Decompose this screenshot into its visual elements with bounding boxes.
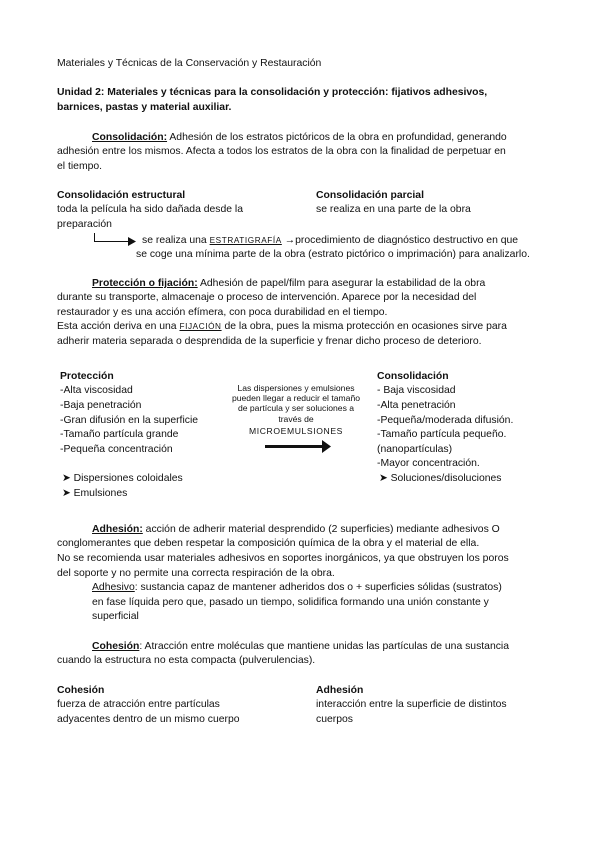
proteccion-text: Adhesión de papel/film para asegurar la estabilidad de la obra [197,278,486,289]
final-cohesion-line2: adyacentes dentro de un mismo cuerpo [57,714,240,725]
estratigrafia-line2: se coge una mínima parte de la obra (estrato pictórico o imprimación) para analizarlo. [136,249,530,260]
estratigrafia-term: ESTRATIGRAFÍA [209,236,282,245]
comparison-left-item-2: -Baja penetración [60,400,142,411]
final-adhesion-title: Adhesión [316,685,364,696]
comparison-right-item-5: (nanopartículas) [377,444,453,455]
proteccion-term: Protección o fijación: [92,278,198,289]
middle-note-line-3: de partícula y ser soluciones a [237,403,355,414]
cohesion-paragraph-line2: cuando la estructura no esta compacta (pulverulencias). [57,655,316,666]
comparison-left-item-5: -Pequeña concentración [60,444,173,455]
adhesivo-term: Adhesivo [92,582,135,593]
estructural-title: Consolidación estructural [57,190,186,201]
adhesion-paragraph-line1 [92,523,500,538]
parcial-title: Consolidación parcial [316,190,424,201]
proteccion-paragraph-line4 [57,320,507,335]
consolidacion-text: Adhesión de los estratos pictóricos de la obra en profundidad, generando [167,132,507,143]
microemulsiones-term: MICROEMULSIONES [249,426,343,436]
adhesivo-text: : sustancia capaz de mantener adheridos dos o + superficies sólidas (sustratos) [134,582,502,593]
estructural-line2: preparación [57,219,112,230]
comparison-right-item-3: -Pequeña/moderada difusión. [377,415,514,426]
unit-title-line2: barnices, pastas y material auxiliar. [57,102,232,113]
final-cohesion-line1: fuerza de atracción entre partículas [57,699,220,710]
comparison-left-title: Protección [60,371,114,382]
comparison-right-item-4: -Tamaño partícula pequeño. [377,429,507,440]
arrow-head-icon [128,237,136,246]
consolidacion-term: Consolidación: [92,132,168,143]
comparison-arrow-shaft [265,445,325,448]
adhesion-text: acción de adherir material desprendido (2 superficies) mediante adhesivos O [142,524,500,535]
estructural-line1: toda la película ha sido dañada desde la [57,204,244,215]
bent-arrow-horizontal [94,241,130,242]
estratigrafia-pre: se realiza una [142,235,210,246]
parcial-line1: se realiza en una parte de la obra [316,204,471,215]
middle-note-line-4: través de [278,413,314,424]
comparison-middle-note [224,383,368,424]
comparison-right-item-6: -Mayor concentración. [377,458,480,469]
comparison-left-bullet-2: ➤ Emulsiones [62,488,128,499]
adhesion-paragraph-line4: del soporte y no permite una correcta respiración de la obra. [57,568,335,579]
proteccion-paragraph-line2: durante su transporte, almacenaje o proceso de intervención. Aparece por la necesidad del [57,292,477,303]
adhesion-paragraph-line2: conglomerantes que deben respetar la composición química de la obra y el material de ella. [57,538,480,549]
estratigrafia-line [142,234,518,249]
proteccion-paragraph-line1 [92,277,485,292]
comparison-right-item-1: - Baja viscosidad [377,385,456,396]
fijacion-pre: Esta acción deriva en una [57,321,180,332]
consolidacion-paragraph-line3: el tiempo. [57,161,103,172]
document-header: Materiales y Técnicas de la Conservación y Restauración [57,58,322,69]
comparison-left-item-1: -Alta viscosidad [60,385,133,396]
comparison-right-bullet-1: ➤ Soluciones/disoluciones [379,473,502,484]
cohesion-term: Cohesión [92,641,140,652]
middle-note-line-2: pueden llegar a reducir el tamaño [231,393,361,404]
proteccion-paragraph-line3: restaurador y es una acción efímera, con poca durabilidad en el tiempo. [57,307,388,318]
middle-note-line-1: Las dispersiones y emulsiones [237,383,355,393]
fijacion-term: FIJACIÓN [179,322,222,331]
final-cohesion-title: Cohesión [57,685,105,696]
consolidacion-paragraph-line2: adhesión entre los mismos. Afecta a todos los estratos de la obra con la finalidad de perpetuar en [57,146,506,157]
adhesion-term: Adhesión: [92,524,143,535]
proteccion-paragraph-line5: adherir materia separada o desprendida de la superficie y frenar dicho proceso de deterioro. [57,336,482,347]
cohesion-paragraph-line1 [92,640,509,655]
comparison-right-title: Consolidación [377,371,449,382]
comparison-left-bullet-1: ➤ Dispersiones coloidales [62,473,183,484]
comparison-right-item-2: -Alta penetración [377,400,456,411]
estratigrafia-post: →procedimiento de diagnóstico destructivo en que [281,235,519,246]
comparison-left-item-3: -Gran difusión en la superficie [60,415,199,426]
cohesion-text: : Atracción entre moléculas que mantiene unidas las partículas de una sustancia [139,641,510,652]
unit-title-line1: Unidad 2: Materiales y técnicas para la consolidación y protección: fijativos adhesivos, [57,87,488,98]
final-adhesion-line2: cuerpos [316,714,353,725]
adhesivo-line2: en fase líquida pero que, pasado un tiempo, solidifica formando una unión constante y [92,597,489,608]
consolidacion-paragraph-line1 [92,131,507,146]
final-adhesion-line1: interacción entre la superficie de distintos [316,699,507,710]
comparison-arrow-head-icon [322,440,331,453]
adhesion-paragraph-line3: No se recomienda usar materiales adhesivos en soportes inorgánicos, ya que obstruyen los poros [57,553,509,564]
adhesivo-line3: superficial [92,611,139,622]
comparison-left-item-4: -Tamaño partícula grande [60,429,179,440]
adhesivo-line1 [92,581,502,596]
fijacion-post: de la obra, pues la misma protección en ocasiones sirve para [221,321,507,332]
